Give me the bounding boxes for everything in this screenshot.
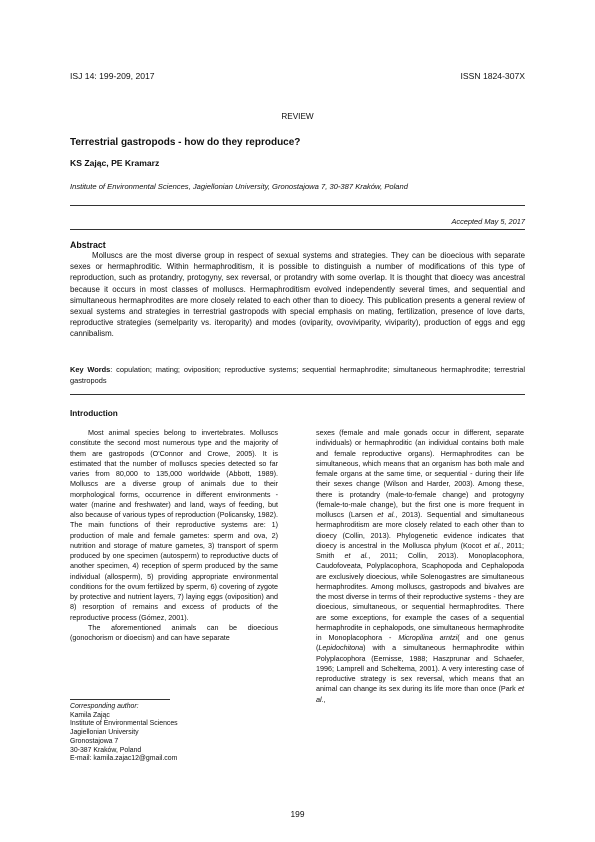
intro-paragraph-continued: sexes (female and male gonads occur in different, separate individuals) or hermaphroditic (an individual contains both male and female reproductive organs). Hermaphrodites can be simultaneous, which means that an organism has both male and female organs at the same time, or sequential - during their life their sexes change (Wilson and Harder, 2003). Among these, there is protandry (male-to-female change) and protogyny (female-to-male change), but the first one is more frequent in molluscs (Larsen et al., 2013). Sequential and simultaneous hermaphroditism are more closely related to each other than to dioecy (Collin, 2013). Phylogenetic evidence indicates that dioecy is ancestral in the Mollusca phylum (Kocot et al., 2011; Smith et al., 2011; Collin, 2013). Monoplacophora, Caudofoveata, Polyplacophora, Scaphopoda and Cephalopoda are exclusively dioecious, while Solenogastres are simultaneous hermaphrodites. Among molluscs, gastropods and bivalves are the most diverse in terms of their reproductive systems - they are dioecious, simultaneous, or sequential hermaphrodites. There are some exceptions, for example the cases of a sequential hermaphrodite in cephalopods, one simultaneous hermaphrodite in Monoplacophora - Micropilina arntzi( and one genus (Lepidochitona) with a simultaneous hermaphrodite within Polyplacophora (Eernisse, 1988; Haszprunar and Schaefer, 1996; Lamprell and Scheltema, 2001). A very interesting case of reproductive strategy is sex reversal, which means that an animal can change its sex during its life more than once (Park et al., — [316, 428, 524, 704]
keywords — [70, 364, 525, 386]
abstract-text: Molluscs are the most diverse group in respect of sexual systems and strategies. They can be dioecious with separate sexes or hermaphroditic. Within hermaphroditism, it is possible to distinguish a number of modifications of this type of reproduction, such as protandry, protogyny, sex reversal, or protandry with some overlap. It is thought that dioecy was ancestral because it occurs in most classes of molluscs. Hermaphroditism evolved independently several times, and sequential and simultaneous hermaphrodites are more closely related to each other than to dioecy. This publication presents a general review of sexual systems and strategies in terrestrial gastropods with special emphasis on mating, fertilization, presence of love darts, reproductive strategies (semelparity vs. iteroparity) and modes (oviparity, ovoviviparity, viviparity), production of eggs and egg cannibalism. — [70, 251, 525, 339]
affiliation: Institute of Environmental Sciences, Jagiellonian University, Gronostajowa 7, 30-387 Kraków, Poland — [70, 182, 408, 191]
keywords-label: Key Words — [70, 365, 111, 374]
intro-paragraph-2: The aforementioned animals can be dioecious (gonochorism or dioecism) and can have separate — [70, 622, 278, 642]
abstract-heading: Abstract — [70, 240, 106, 250]
correspondence-street: Gronostajowa 7 — [70, 737, 119, 745]
accepted-date: Accepted May 5, 2017 — [451, 217, 525, 226]
journal-citation: ISJ 14: 199-209, 2017 — [70, 71, 155, 81]
keywords-text: : copulation; mating; oviposition; reproductive systems; sequential hermaphrodite; simultaneous hermaphrodite; terrestrial gastropods — [70, 365, 525, 385]
footnote-divider — [70, 699, 170, 700]
abstract-body — [70, 250, 525, 340]
correspondence-institute: Institute of Environmental Sciences — [70, 720, 178, 728]
left-column — [70, 428, 278, 643]
intro-paragraph-1: Most animal species belong to invertebrates. Molluscs constitute the second most numerous type and the majority of them are gastropods (O'Connor and Crowe, 2005). It is estimated that the number of molluscs species detected so far varies from 80,000 to 135,000 worldwide (Abbott, 1989). Molluscs are a diverse group of animals due to their morphological forms, occurrence in different environments - water (marine and freshwater) and land, ways of feeding, but also because of various types of reproduction (Policansky, 1982). The main functions of their reproductive systems are: 1) production of male and female gametes: sperm and ova, 2) nutrition and storage of mature gametes, 3) transport of sperm produced by one specimen (autosperm) to reproductive ducts of another specimen, 4) reception of sperm produced by the same individual (allosperm), 5) providing appropriate environmental conditions for the ovum fertilized by sperm, 6) covering of zygote by protective and nutrient layers, 7) laying eggs (oviposition) and 8) resorption of remains and excess of products of the reproductive process (Gómez, 2001). — [70, 428, 278, 622]
correspondence-city: 30-387 Kraków, Poland — [70, 746, 142, 754]
issn: ISSN 1824-307X — [460, 71, 525, 81]
correspondence-name: Kamila Zając — [70, 711, 110, 719]
article-title: Terrestrial gastropods - how do they reproduce? — [70, 137, 301, 148]
keywords-divider — [70, 394, 525, 395]
correspondence-heading: Corresponding author: — [70, 703, 139, 710]
right-column — [316, 428, 524, 705]
correspondence-block — [70, 703, 280, 764]
accepted-divider — [70, 229, 525, 230]
authors: KS Zając, PE Kramarz — [70, 158, 160, 168]
correspondence-email[interactable]: E-mail: kamila.zajac12@gmail.com — [70, 755, 178, 763]
page-number: 199 — [290, 809, 305, 819]
correspondence-university: Jagiellonian University — [70, 729, 139, 737]
top-divider — [70, 205, 525, 206]
introduction-heading: Introduction — [70, 409, 118, 418]
article-type: REVIEW — [281, 112, 314, 121]
